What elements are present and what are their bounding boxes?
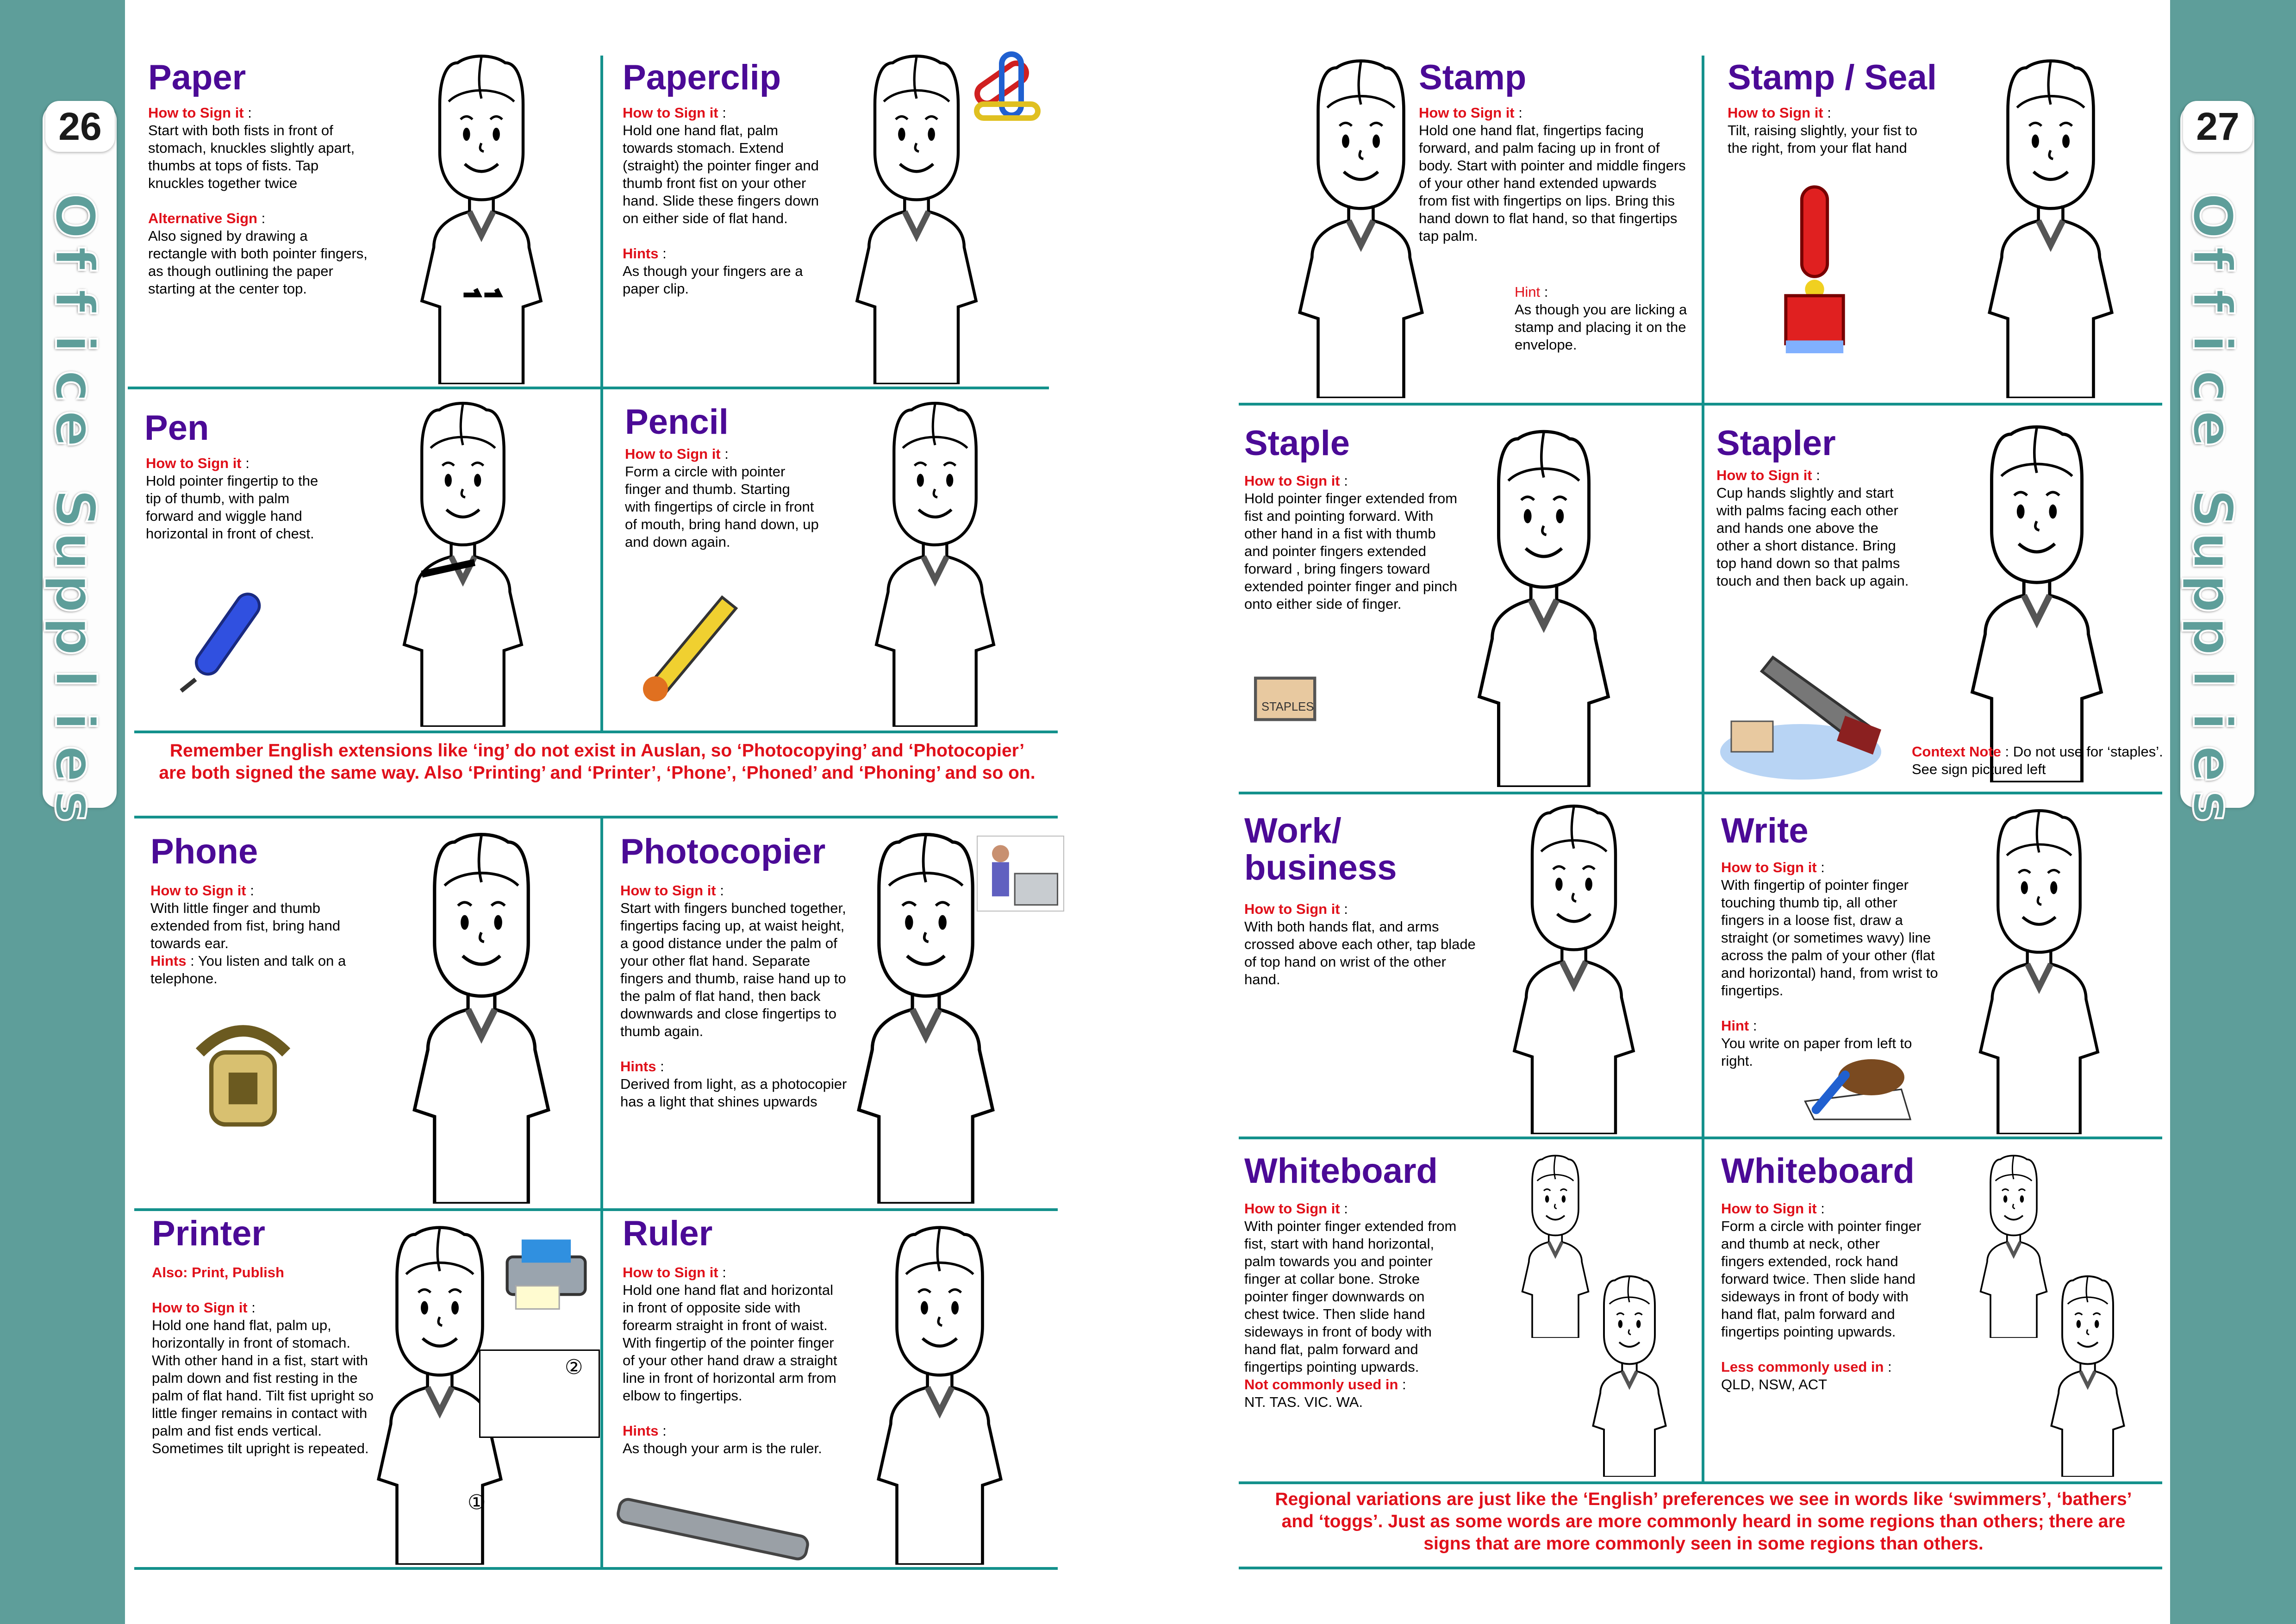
section-title-vertical-left: O f f i c e S u p p l i e s bbox=[43, 192, 107, 823]
entry-title: Ruler bbox=[623, 1214, 713, 1253]
divider bbox=[1239, 1567, 2162, 1569]
signer-illustration bbox=[824, 1222, 1055, 1565]
signer-illustration-step2 bbox=[2018, 1273, 2157, 1477]
entry-title: Write bbox=[1721, 811, 1809, 850]
step-marker: ② bbox=[565, 1356, 583, 1379]
signer-illustration bbox=[343, 398, 583, 727]
divider bbox=[134, 816, 1058, 818]
signer-illustration bbox=[370, 829, 593, 1204]
entry-description: How to Sign it : Hold pointer finger extended from fist and pointing forward. With other hand in a fist with thumb and pointer fingers extended forward , bring fingers toward extended pointer finger and pinch onto either side of finger. bbox=[1244, 473, 1458, 612]
signer-illustration bbox=[1935, 56, 2166, 398]
rubber-stamp-icon bbox=[1782, 181, 1847, 356]
entry-title: Photocopier bbox=[620, 832, 826, 871]
signer-illustration bbox=[1907, 421, 2166, 782]
entry-title: Paper bbox=[148, 58, 246, 97]
staples-box-icon bbox=[1245, 657, 1352, 731]
entry-description: How to Sign it : Hold pointer fingertip to the tip of thumb, with palm forward and wiggle hand horizontal in front of chest. bbox=[146, 455, 318, 542]
signer-illustration-step2 bbox=[1560, 1273, 1699, 1477]
signer-illustration bbox=[815, 398, 1055, 727]
signer-illustration bbox=[1389, 426, 1699, 787]
divider bbox=[134, 731, 1058, 733]
entry-title: Paperclip bbox=[623, 58, 781, 97]
paperclip-icon bbox=[963, 49, 1046, 132]
entry-description: How to Sign it : Form a circle with pointer finger and thumb. Starting with fingertips of circle in front of mouth, bring hand down, up and down again. bbox=[625, 446, 819, 550]
entry-title: Staple bbox=[1244, 424, 1350, 463]
entry-description: How to Sign it : Hold one hand flat and horizontal in front of opposite side with forearm straight in front of waist. With fingertip of the pointer finger of your other hand draw a straight line in front of horizontal arm from elbow to fingertips. Hints : As though your arm is the ruler. bbox=[623, 1264, 837, 1456]
signer-illustration bbox=[1449, 801, 1699, 1134]
printer-icon bbox=[495, 1222, 597, 1315]
entry-description: How to Sign it : With pointer finger extended from fist, start with hand horizontal, palm towards you and pointer finger at collar bone. Stroke pointer finger downwards on chest twice. Then slide hand sideways in front of body with hand flat, palm forward and fingertips pointing upwards. Not commonly used in : NT. TAS. VIC. WA. bbox=[1244, 1200, 1457, 1410]
telephone-icon bbox=[185, 1009, 301, 1139]
entry-description: How to Sign it : Cup hands slightly and start with palms facing each other and hands one above the other a short distance. Bring top hand down so that palms touch and then back up again. bbox=[1716, 467, 1909, 589]
entry-title: Pencil bbox=[625, 402, 729, 442]
divider bbox=[134, 1567, 1058, 1570]
divider bbox=[600, 56, 603, 731]
divider bbox=[1239, 792, 2162, 794]
entry-description: How to Sign it : With fingertip of pointer finger touching thumb tip, all other fingers in a loose fist, draw a straight (or sometimes wavy) line across the palm of your other (flat and horizontal) hand, from wrist to fingertips. Hint : You write on paper from left to right. bbox=[1721, 859, 1938, 1069]
divider bbox=[600, 817, 603, 1569]
entry-title: Whiteboard bbox=[1721, 1151, 1915, 1191]
pencil-icon bbox=[625, 569, 764, 708]
context-note: Context Note : Do not use for ‘staples’. See sign pictured left bbox=[1912, 743, 2163, 777]
divider bbox=[1239, 403, 2162, 406]
grammar-note: Remember English extensions like ‘ing’ do not exist in Auslan, so ‘Photocopying’ and ‘Photocopier’ are both signed the same way. Also ‘Printing’ and ‘Printer’, ‘Phone’, ‘Phoned’ and ‘Phoning’ and so on. bbox=[159, 741, 1036, 783]
entry-title: Phone bbox=[150, 832, 258, 871]
page-number-left: 26 bbox=[45, 101, 115, 152]
stapler-icon bbox=[1717, 643, 1912, 782]
section-title-vertical-right: O f f i c e S u p p l i e s bbox=[2180, 192, 2245, 823]
divider bbox=[1239, 1481, 2162, 1484]
page-number-right: 27 bbox=[2183, 101, 2252, 152]
divider bbox=[1239, 1137, 2162, 1139]
entry-title: Work/ business bbox=[1244, 811, 1397, 887]
entry-description: Also: Print, Publish How to Sign it : Hold one hand flat, palm up, horizontally in front of stomach. With other hand in a fist, start with palm down and fist resting in the palm of flat hand. Tilt fist upright so little finger remains in contact with palm and fist ends vertical. Sometimes tilt upright is repeated. bbox=[152, 1264, 374, 1456]
entry-description: How to Sign it : Start with both fists in front of stomach, knuckles slightly apart, thumbs at tops of fists. Tap knuckles together twice Alternative Sign : Also signed by drawing a rectangle with both pointer fingers, as though outlining the paper starting at the center top. bbox=[148, 105, 368, 297]
pen-icon bbox=[167, 579, 282, 699]
divider bbox=[128, 387, 1049, 389]
divider bbox=[134, 1208, 1058, 1211]
entry-title: Printer bbox=[152, 1214, 265, 1253]
regional-variations-note: Regional variations are just like the ‘English’ preferences we see in words like ‘swimmers’, ‘bathers’ and ‘toggs’. Just as some words are more commonly heard in some regions than others; there are signs that are more commonly seen in some regions than others. bbox=[1275, 1489, 2132, 1554]
signer-illustration bbox=[1916, 806, 2162, 1134]
signer-illustration bbox=[366, 51, 597, 384]
entry-hint: Hint : As though you are licking a stamp and placing it on the envelope. bbox=[1515, 284, 1687, 353]
entry-description: How to Sign it : With little finger and thumb extended from fist, bring hand towards ear. Hints : You listen and talk on a telephone. bbox=[150, 882, 346, 987]
entry-description: How to Sign it : Tilt, raising slightly, your fist to the right, from your flat hand bbox=[1728, 105, 1918, 156]
step-marker: ① bbox=[468, 1491, 486, 1514]
entry-title: Stamp / Seal bbox=[1728, 58, 1937, 97]
entry-title: Pen bbox=[144, 408, 209, 448]
entry-description: How to Sign it : Hold one hand flat, fingertips facing forward, and palm facing up in front of body. Start with pointer and middle fingers of your other hand extended upwards from fist with fingertips on lips. Bring this hand down to flat hand, so that fingertips tap palm. bbox=[1419, 105, 1686, 244]
divider bbox=[1702, 56, 1704, 1481]
photocopier-icon bbox=[977, 836, 1064, 912]
entry-title: Stapler bbox=[1716, 424, 1836, 463]
svg-text:STAPLES: STAPLES bbox=[1261, 700, 1314, 714]
entry-description: How to Sign it : Form a circle with pointer finger and thumb at neck, other fingers extended, rock hand forward twice. Then slide hand sideways in front of body with hand flat, palm forward and fingertips pointing upwards. Less commonly used in : QLD, NSW, ACT bbox=[1721, 1200, 1922, 1393]
entry-title: Stamp bbox=[1419, 58, 1527, 97]
entry-description: How to Sign it : Start with fingers bunched together, fingertips facing up, at waist height, a good distance under the palm of your other flat hand. Separate fingers and thumb, raise hand up to the palm of flat hand, then back downwards and close fingertips to thumb again. Hints : Derived from light, as a photocopier has a light that shines upwards bbox=[620, 882, 847, 1110]
ruler-icon bbox=[611, 1491, 815, 1565]
entry-title: Whiteboard bbox=[1244, 1151, 1438, 1191]
writing-hand-icon bbox=[1796, 1044, 1916, 1123]
entry-description: How to Sign it : With both hands flat, and arms crossed above each other, tap blade of top hand on wrist of the other hand. bbox=[1244, 901, 1476, 987]
signer-illustration bbox=[1241, 56, 1481, 398]
entry-description: How to Sign it : Hold one hand flat, palm towards stomach. Extend (straight) the pointer finger and thumb front fist on your other hand. Slide these fingers down on either side of flat hand. Hints : As though your fingers are a paper clip. bbox=[623, 105, 819, 297]
